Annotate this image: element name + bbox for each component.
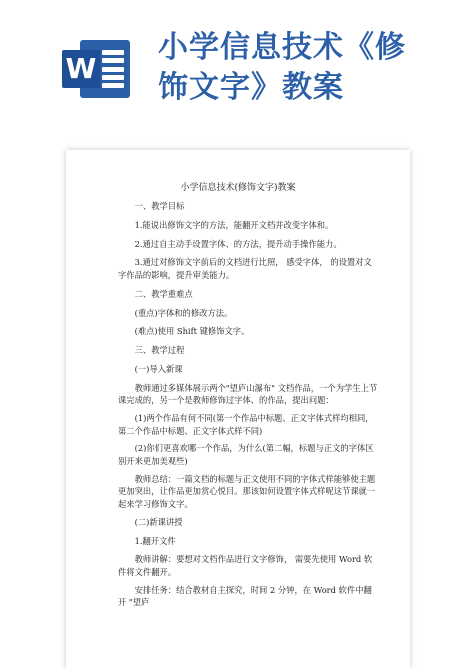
paragraph: 3.通过对修饰文字前后的文档进行比照， 感受字体， 的设置对文字作品的影响，提升审美能力。: [118, 257, 372, 280]
paragraph: 教师通过多媒体展示两个"望庐山瀑布" 文档作品，一个为学生上节课完成的，另一个是教师修饰过字体、的作品，提出问题：: [118, 382, 378, 406]
paragraph: (1)两个作品有何不同(第一个作品中标题、正文字体式样均相同，第二个作品中标题、正文字体式样不同): [118, 413, 374, 436]
document-body: [118, 200, 380, 614]
paragraph: 1.能说出修饰文字的方法，能翻开文档并改变字体和。: [134, 219, 334, 230]
word-icon-letter: W: [62, 50, 100, 88]
paragraph: 安排任务：结合教材自主探究，时间 2 分钟，在 Word 软件中翻开 "望庐: [118, 584, 372, 608]
paragraph: 2.通过自主动手设置字体、的方法，提升动手操作能力。: [134, 238, 342, 249]
page-title: [158, 28, 458, 108]
word-icon: [62, 38, 132, 100]
page-title-line2: 饰文字》教案: [158, 70, 344, 105]
header-banner: [0, 0, 474, 118]
paragraph: (一)导入新课: [134, 363, 183, 374]
document-title: 小学信息技术(修饰文字)教案: [180, 183, 296, 193]
paragraph: (重点)字体和的修改方法。: [134, 307, 233, 318]
word-icon-lines: [102, 50, 124, 88]
paragraph: 教师总结：一篇文档的标题与正文使用不同的字体式样能够使主题更加突出，让作品更加赏心悦目。那该如何设置字体式样呢这节课就一起来学习修饰文字。: [118, 473, 376, 509]
paragraph: 教师讲解：要想对文档作品进行文字修饰， 需要先使用 Word 软件将文件翻开。: [118, 554, 373, 577]
paragraph: 1.翻开文件: [134, 535, 176, 546]
document-page: [66, 150, 410, 669]
paragraph: (2)你们更喜欢哪一个作品，为什么(第二幅，标题与正文的字体区别开来更加美观些): [118, 443, 374, 466]
paragraph: 二、教学重难点: [134, 288, 193, 299]
paragraph: (二)新课讲授: [134, 516, 183, 527]
paragraph: 一、教学目标: [134, 201, 185, 211]
paragraph: 三、教学过程: [134, 345, 185, 356]
paragraph: (难点)使用 Shift 键修饰文字。: [134, 326, 250, 337]
page-title-line1: 小学信息技术《修: [158, 30, 406, 65]
